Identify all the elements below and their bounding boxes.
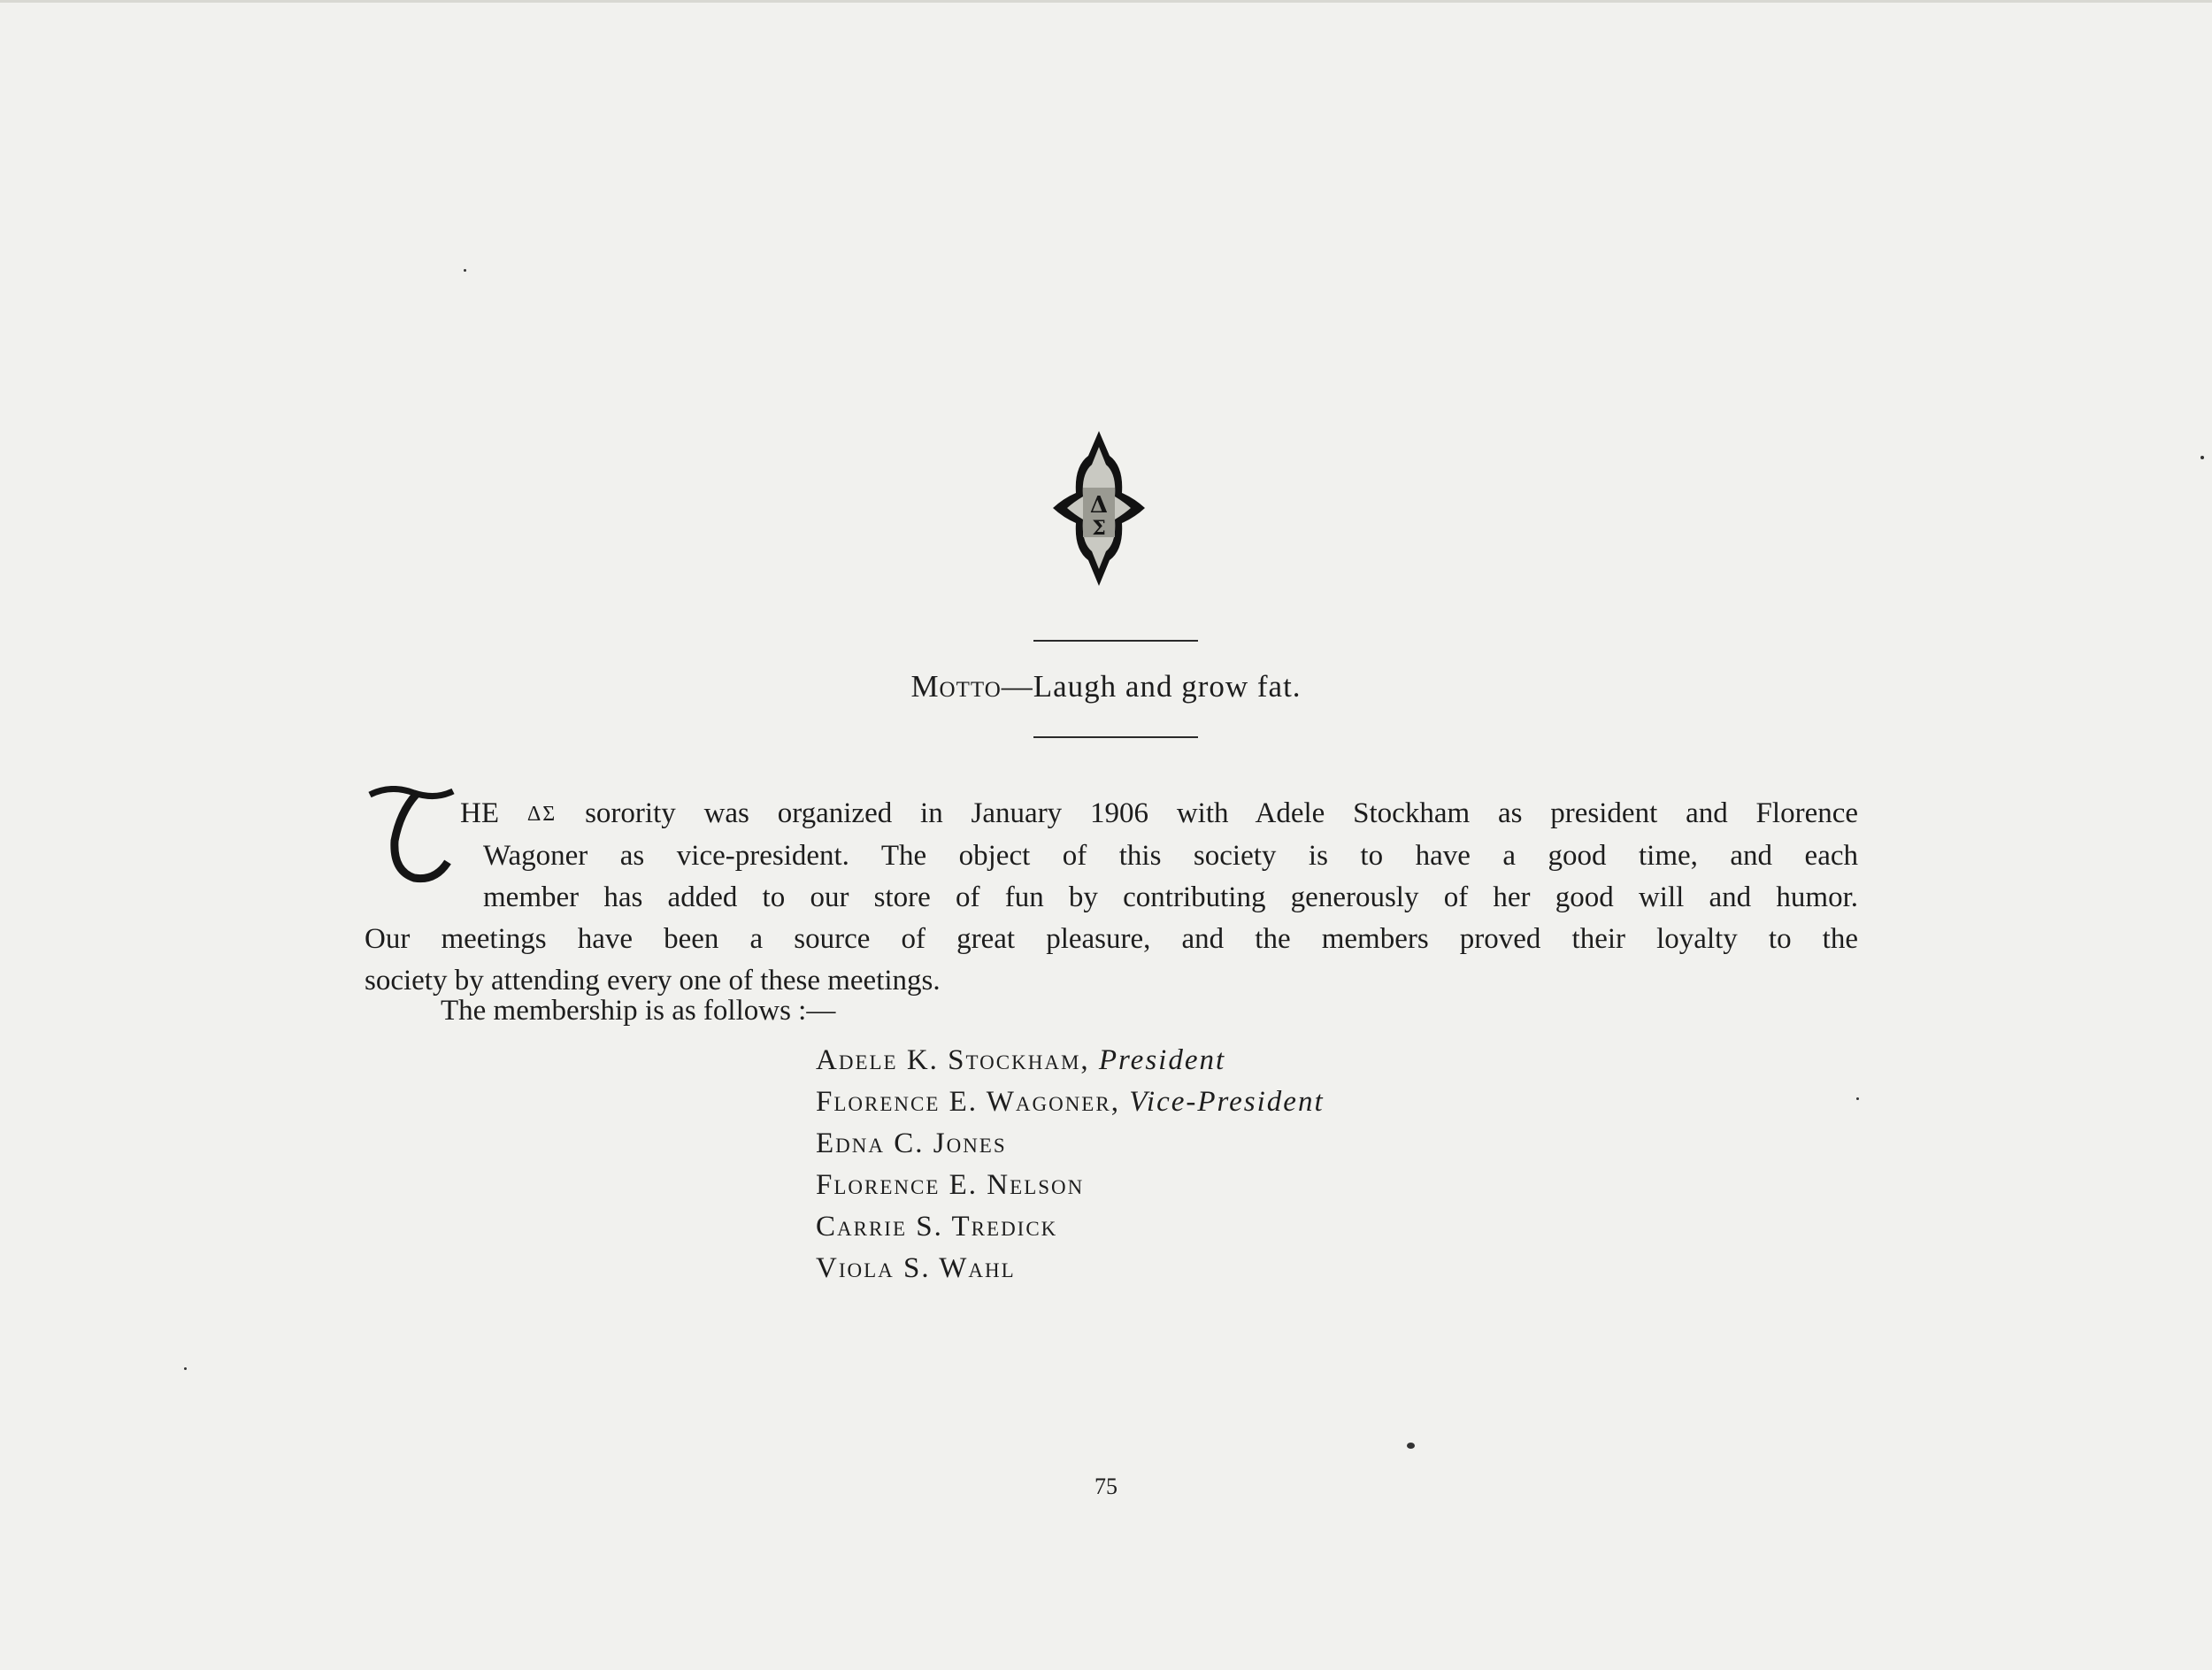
divider-rule-top [1033, 640, 1198, 642]
member-name: Adele K. Stockham, [816, 1044, 1090, 1076]
member-item [816, 1165, 1325, 1206]
membership-lead: The membership is as follows :— [441, 995, 836, 1027]
member-role: President [1098, 1044, 1226, 1076]
member-name: Florence E. Wagoner, [816, 1086, 1120, 1118]
greek-letters-inline: ΔΣ [526, 803, 557, 826]
intro-line-3: member has added to our store of fun by contributing generously of her good will and humor. [483, 881, 1858, 913]
page-number: 75 [1094, 1474, 1118, 1499]
paper-speck [184, 1367, 187, 1370]
member-item [816, 1248, 1325, 1289]
member-item [816, 1081, 1325, 1123]
motto-text: —Laugh and grow fat. [1001, 669, 1302, 704]
member-name: Viola S. Wahl [816, 1252, 1016, 1284]
member-name: Florence E. Nelson [816, 1169, 1085, 1201]
drop-cap-ornament [365, 786, 457, 885]
member-item [816, 1206, 1325, 1248]
intro-line-1 [365, 793, 1858, 835]
intro-line-1-lead: HE [460, 797, 499, 829]
intro-line-5: society by attending every one of these meetings. [365, 965, 941, 997]
paper-speck [1407, 1443, 1415, 1449]
sorority-emblem [1053, 431, 1146, 586]
member-name: Edna C. Jones [816, 1127, 1007, 1159]
member-item [816, 1040, 1325, 1081]
intro-line-4: Our meetings have been a source of great pleasure, and the members proved their loyalty to the [365, 923, 1858, 955]
intro-line-2: Wagoner as vice-president. The object of this society is to have a good time, and each [483, 840, 1858, 872]
emblem-letter-delta: Δ [1089, 492, 1109, 519]
paper-speck [2200, 456, 2204, 459]
motto [0, 669, 2212, 704]
page-top-edge [0, 0, 2212, 3]
paper-speck [1856, 1097, 1859, 1100]
paper-speck [464, 269, 466, 272]
emblem-letter-sigma: Σ [1092, 517, 1106, 540]
motto-label: Motto [910, 669, 1002, 704]
member-list [816, 1040, 1325, 1289]
divider-rule-bottom [1033, 736, 1198, 738]
intro-paragraph [365, 793, 1858, 1002]
member-name: Carrie S. Tredick [816, 1211, 1058, 1243]
intro-line-1-rest: sorority was organized in January 1906 with Adele Stockham as president and Florence [557, 797, 1859, 829]
member-item [816, 1123, 1325, 1165]
member-role: Vice-President [1129, 1086, 1325, 1118]
